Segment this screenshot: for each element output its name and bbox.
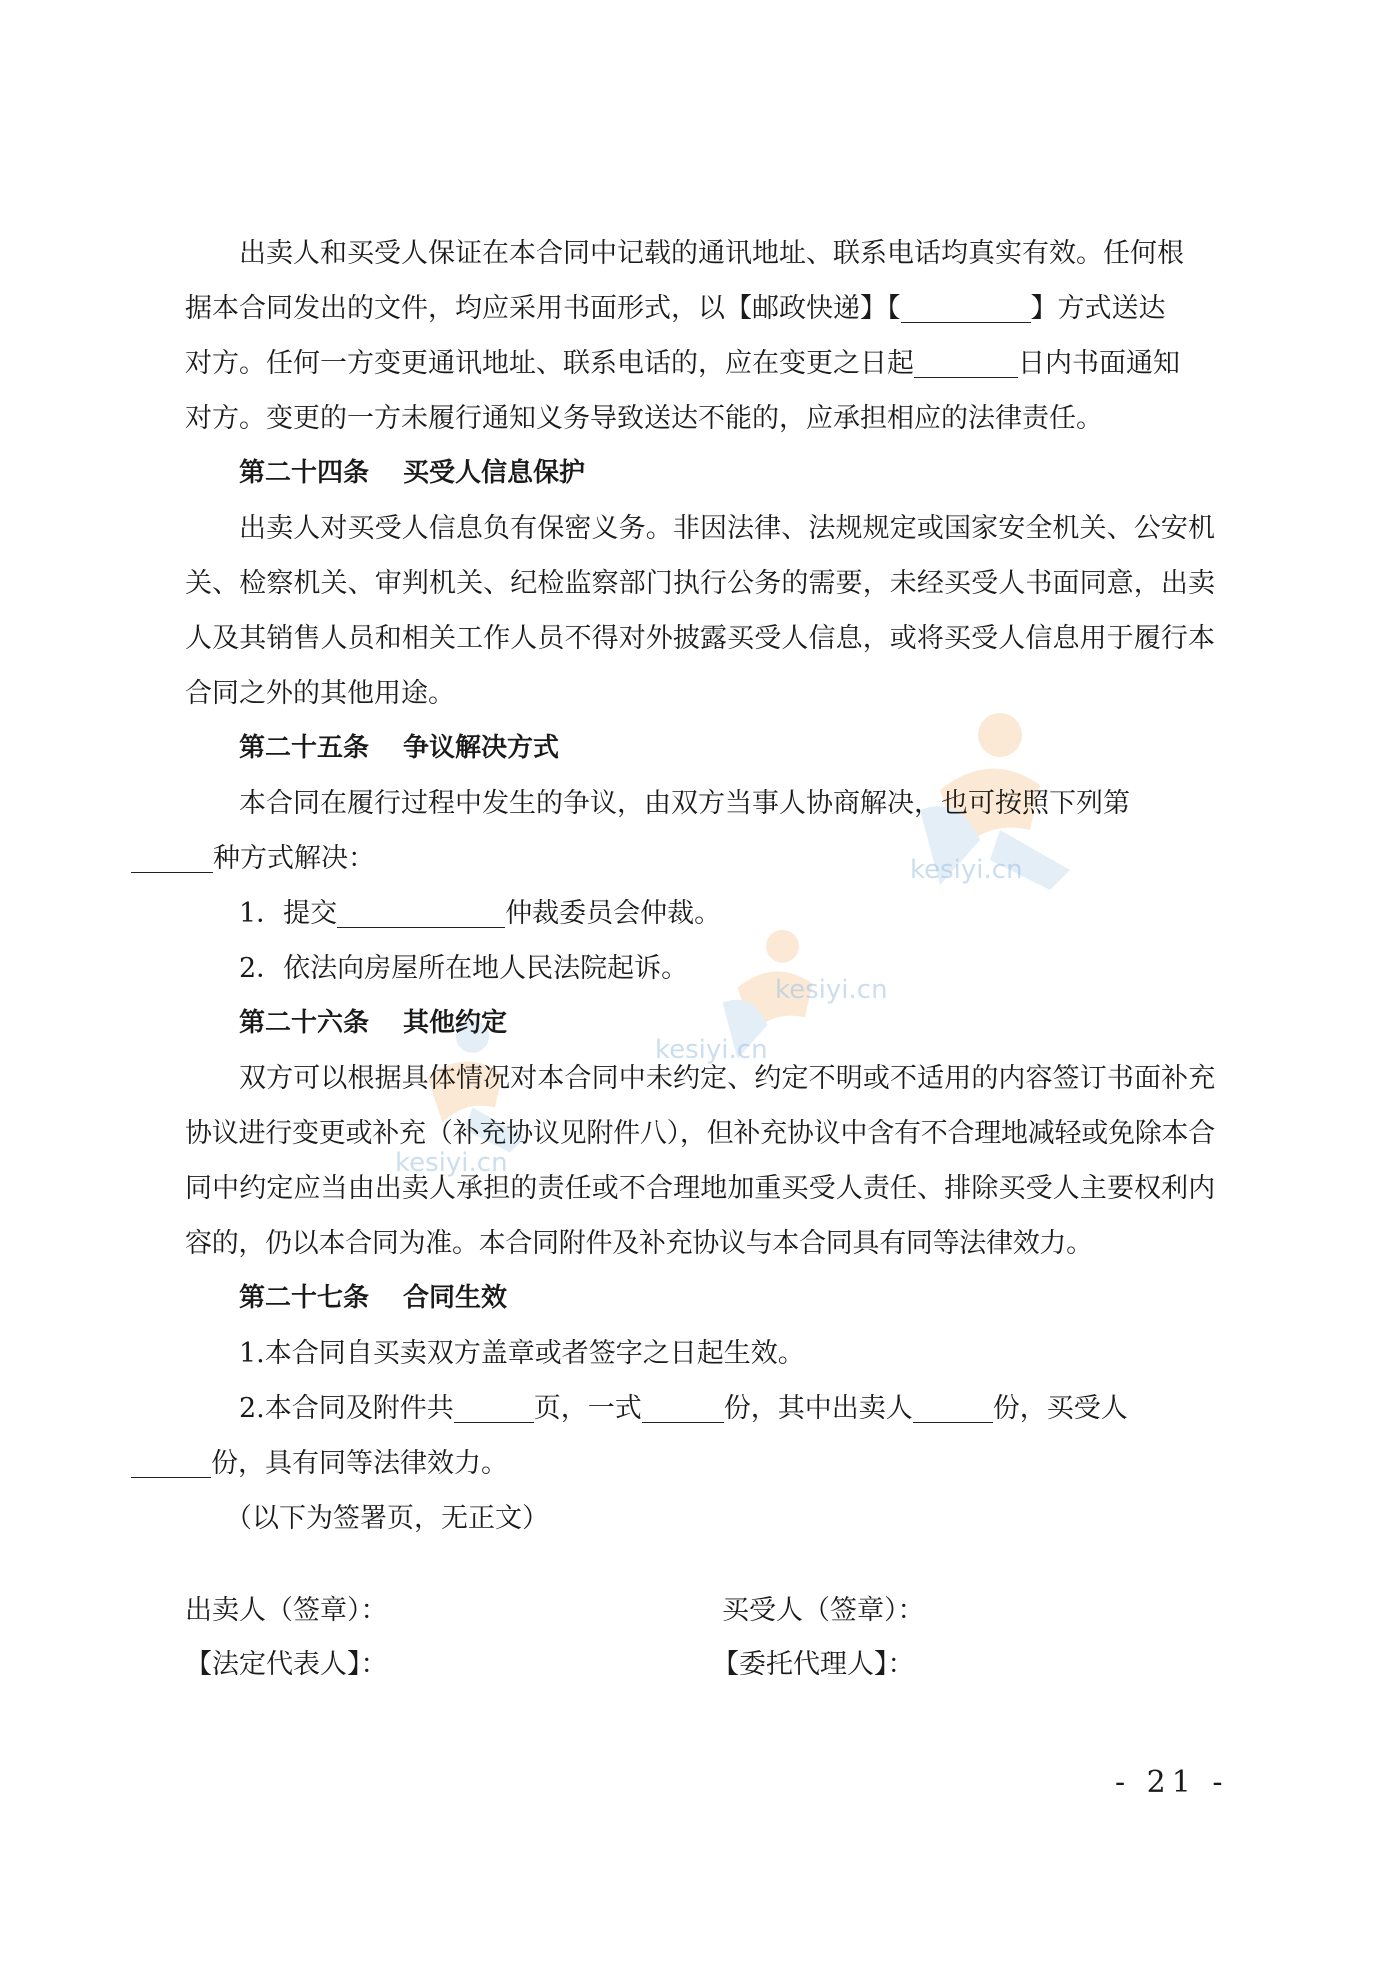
- item-text: 仲裁委员会仲裁。: [505, 898, 722, 929]
- article23-line: 据本合同发出的文件，均应采用书面形式，以【邮政快递】【: [185, 293, 901, 324]
- article-title: 合同生效: [403, 1283, 508, 1313]
- article-number: 第二十六条: [239, 1008, 370, 1038]
- signature-page-note: （以下为签署页，无正文）: [225, 1503, 549, 1534]
- delivery-method-blank[interactable]: [901, 292, 1031, 323]
- dispute-option-blank[interactable]: [131, 842, 213, 873]
- article26-heading: [185, 996, 1215, 1051]
- article25-body: [185, 776, 1215, 886]
- article23-line: 对方。变更的一方未履行通知义务导致送达不能的，应承担相应的法律责任。: [185, 403, 1103, 434]
- watermark-text: kesiyi.cn: [395, 1148, 508, 1178]
- article27-item2: [185, 1381, 1215, 1491]
- page-count-blank[interactable]: [454, 1392, 534, 1423]
- article25-text: 本合同在履行过程中发生的争议，由双方当事人协商解决，也可按照下列第: [239, 788, 1130, 819]
- item-text: 份，买受人: [992, 1393, 1128, 1424]
- buyer-agent-label: 【委托代理人】：: [712, 1649, 915, 1680]
- article23-line: 】方式送达: [1030, 293, 1166, 324]
- article-title: 争议解决方式: [403, 733, 560, 763]
- buyer-signature-label: 买受人（签章）：: [722, 1595, 925, 1626]
- item-text: 1．提交: [239, 898, 338, 929]
- article25-heading: [185, 721, 1215, 776]
- article24-body: 出卖人对买受人信息负有保密义务。非因法律、法规规定或国家安全机关、公安机关、检察机关、审判机关、纪检监察部门执行公务的需要，未经买受人书面同意，出卖人及其销售人员和相关工作人员不得对外披露买受人信息，或将买受人信息用于履行本合同之外的其他用途。: [185, 513, 1215, 709]
- copies-total-blank[interactable]: [642, 1392, 724, 1423]
- article-title: 买受人信息保护: [403, 458, 586, 488]
- article25-text: 种方式解决：: [213, 843, 375, 874]
- article23-line: 对方。任何一方变更通讯地址、联系电话的，应在变更之日起: [185, 348, 914, 379]
- article-number: 第二十七条: [239, 1283, 370, 1313]
- seller-copies-blank[interactable]: [913, 1392, 993, 1423]
- article25-item1: [185, 886, 1215, 941]
- article-number: 第二十四条: [239, 458, 370, 488]
- article27-heading: [185, 1271, 1215, 1326]
- watermark-text: kesiyi.cn: [655, 1035, 768, 1065]
- item-text: 2.本合同及附件共: [239, 1393, 454, 1424]
- article25-item2: 2．依法向房屋所在地人民法院起诉。: [239, 953, 689, 984]
- article26-body: 双方可以根据具体情况对本合同中未约定、约定不明或不适用的内容签订书面补充协议进行变更或补充（补充协议见附件八），但补充协议中含有不合理地减轻或免除本合同中约定应当由出卖人承担的责任或不合理地加重买受人责任、排除买受人主要权利内容的，仍以本合同为准。本合同附件及补充协议与本合同具有同等法律效力。: [185, 1063, 1215, 1259]
- item-text: 份，其中出卖人: [723, 1393, 913, 1424]
- watermark-text: kesiyi.cn: [910, 855, 1023, 885]
- seller-signature-label: 出卖人（签章）：: [185, 1595, 388, 1626]
- item-text: 份，具有同等法律效力。: [211, 1448, 508, 1479]
- article-title: 其他约定: [403, 1008, 508, 1038]
- seller-legal-rep-label: 【法定代表人】：: [185, 1649, 388, 1680]
- article-number: 第二十五条: [239, 733, 370, 763]
- contract-body: [185, 226, 1215, 1546]
- watermark-text: kesiyi.cn: [775, 975, 888, 1005]
- buyer-copies-blank[interactable]: [131, 1447, 211, 1478]
- article23-tail-paragraph: [185, 226, 1215, 446]
- notice-days-blank[interactable]: [914, 347, 1018, 378]
- arbitration-commission-blank[interactable]: [337, 897, 505, 928]
- article23-line: 出卖人和买受人保证在本合同中记载的通讯地址、联系电话均真实有效。任何根: [239, 238, 1184, 269]
- article23-line: 日内书面通知: [1018, 348, 1180, 379]
- article27-item1: 1.本合同自买卖双方盖章或者签字之日起生效。: [239, 1338, 805, 1369]
- item-text: 页，一式: [533, 1393, 642, 1424]
- article24-heading: [185, 446, 1215, 501]
- page-number: - 21 -: [1115, 1765, 1229, 1800]
